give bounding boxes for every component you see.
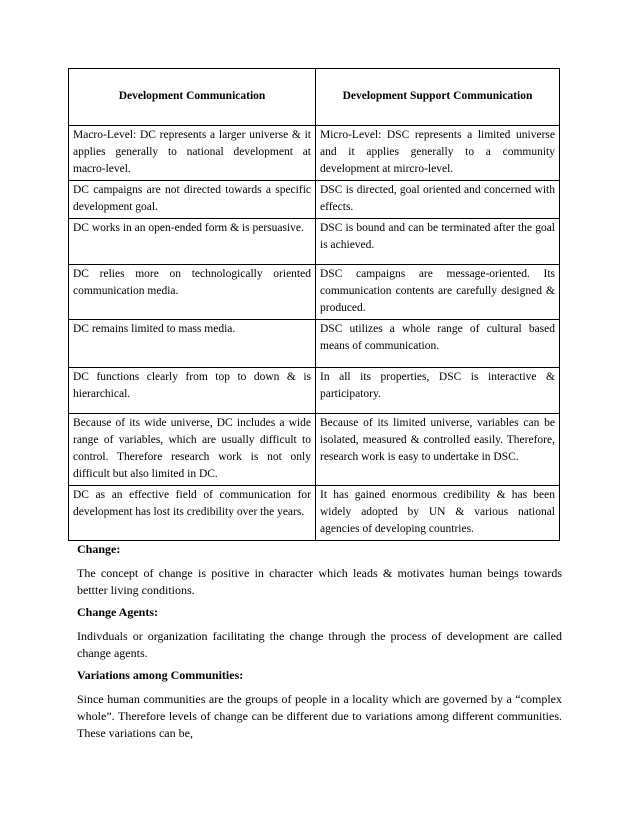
heading-change: Change: (77, 542, 121, 556)
paragraph-variations: Since human communities are the groups of people in a locality which are governed by a “complex whole”. Therefore levels of change can be different due to variations among different communities. These variations can be, (77, 692, 562, 740)
table-cell-dc: DC relies more on technologically oriented communication media. (69, 265, 316, 320)
heading-change-agents: Change Agents: (77, 605, 159, 619)
table-cell-dc: DC functions clearly from top to down & is hierarchical. (69, 368, 316, 414)
table-cell-dc: DC campaigns are not directed towards a specific development goal. (69, 181, 316, 219)
heading-variations: Variations among Communities: (77, 668, 244, 682)
table-cell-dc: Macro-Level: DC represents a larger universe & it applies generally to national development at macro-level. (69, 126, 316, 181)
table-cell-dc: Because of its wide universe, DC includes a wide range of variables, which are usually difficult to control. Therefore research work is not only difficult but also limited in DC. (69, 414, 316, 486)
table-cell-dsc: DSC is bound and can be terminated after the goal is achieved. (316, 219, 560, 265)
table-row (69, 219, 560, 265)
table-row (69, 265, 560, 320)
table-cell-dsc: In all its properties, DSC is interactive & participatory. (316, 368, 560, 414)
column-header-dc: Development Communication (69, 69, 316, 126)
table-cell-dc: DC works in an open-ended form & is persuasive. (69, 219, 316, 265)
table-cell-dc: DC remains limited to mass media. (69, 320, 316, 368)
paragraph-change-agents: Indivduals or organization facilitating the change through the process of development are called change agents. (77, 629, 562, 660)
column-header-dsc: Development Support Communication (316, 69, 560, 126)
table-row (69, 320, 560, 368)
table-cell-dsc: DSC is directed, goal oriented and concerned with effects. (316, 181, 560, 219)
table-row (69, 126, 560, 181)
paragraph-change: The concept of change is positive in character which leads & motivates human beings towards bettter living conditions. (77, 566, 562, 597)
table-header-row (69, 69, 560, 126)
table-row (69, 414, 560, 486)
table-row (69, 486, 560, 541)
table-cell-dsc: DSC campaigns are message-oriented. Its communication contents are carefully designed & produced. (316, 265, 560, 320)
table-cell-dsc: It has gained enormous credibility & has been widely adopted by UN & various national agencies of developing countries. (316, 486, 560, 541)
table-cell-dc: DC as an effective field of communication for development has lost its credibility over the years. (69, 486, 316, 541)
table-row (69, 368, 560, 414)
table-cell-dsc: DSC utilizes a whole range of cultural based means of communication. (316, 320, 560, 368)
table-cell-dsc: Micro-Level: DSC represents a limited universe and it applies generally to a community development at mircro-level. (316, 126, 560, 181)
table-cell-dsc: Because of its limited universe, variables can be isolated, measured & controlled easily. Therefore, research work is easy to undertake in DSC. (316, 414, 560, 486)
comparison-table (68, 68, 560, 541)
table-row (69, 181, 560, 219)
